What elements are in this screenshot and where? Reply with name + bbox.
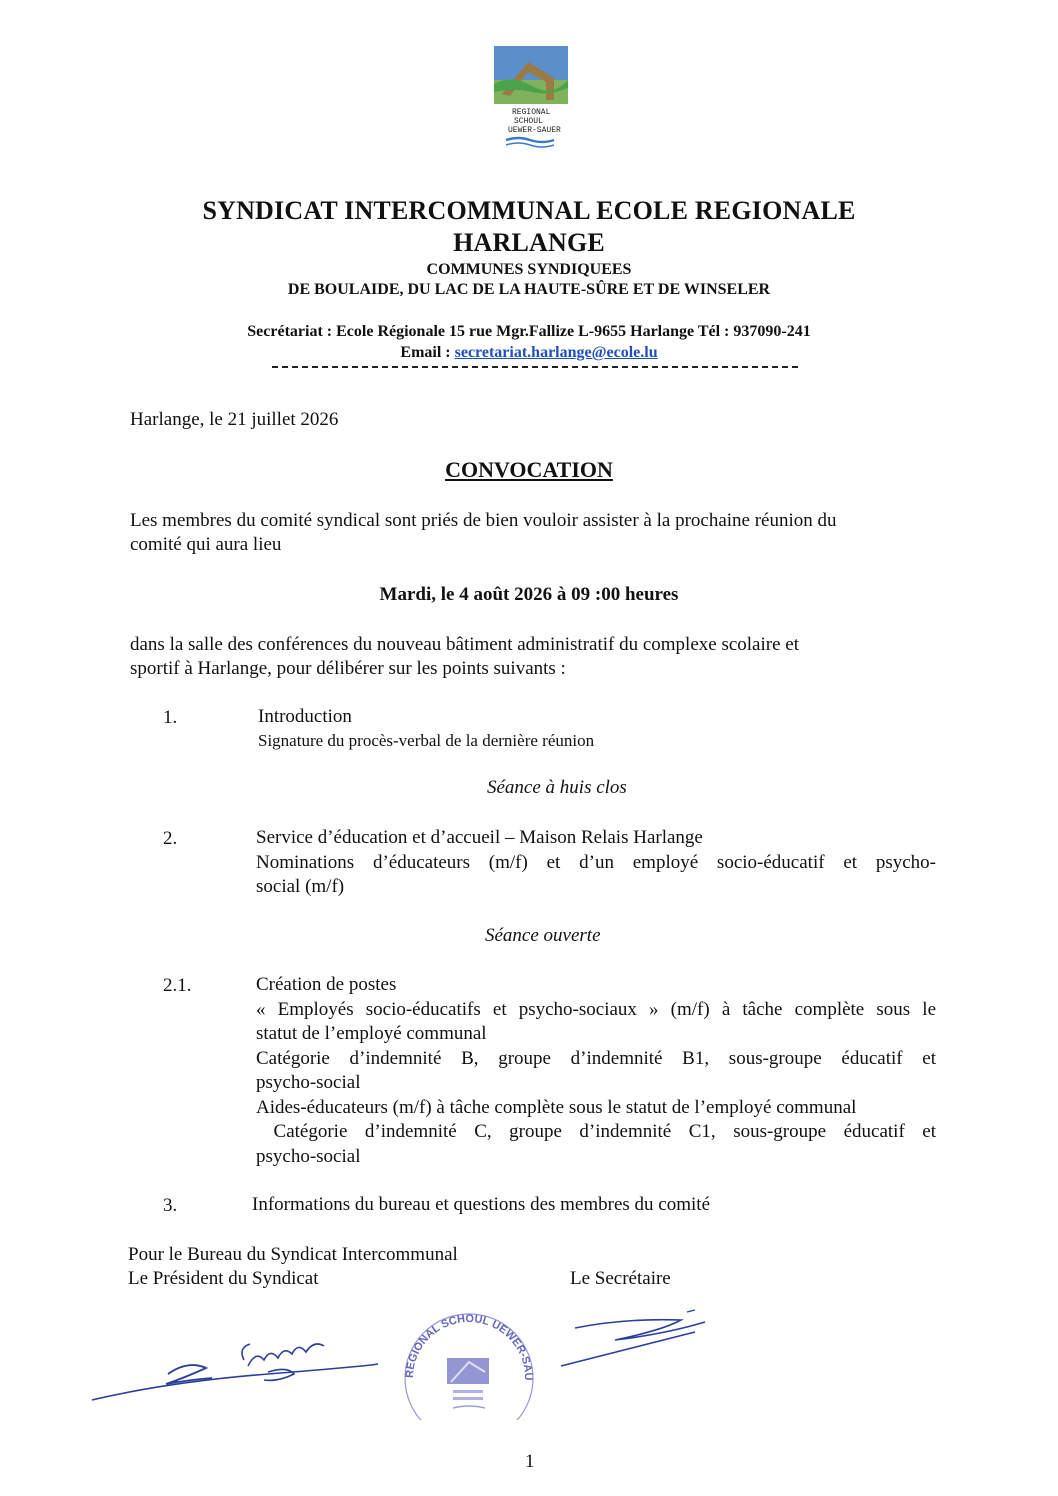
handwritten-signature-icon [88, 1330, 388, 1410]
agenda-number: 2. [163, 828, 178, 849]
location-paragraph [130, 633, 930, 681]
location-line: sportif à Harlange, pour délibérer sur les points suivants : [130, 658, 566, 679]
agenda-item-detail: Catégorie d’indemnité B, groupe d’indemnité B1, sous-groupe éducatif et [256, 1047, 936, 1069]
intro-line: comité qui aura lieu [130, 534, 282, 555]
header-divider [272, 366, 798, 368]
regional-school-logo-icon [492, 44, 572, 154]
agenda-item-block [256, 826, 936, 900]
agenda-item-detail: Catégorie d’indemnité C, groupe d’indemnité C1, sous-groupe éducatif et [256, 1121, 936, 1142]
agenda-number: 2.1. [163, 975, 192, 996]
agenda-item-detail: social (m/f) [256, 876, 345, 897]
communes-heading: COMMUNES SYNDIQUEES [426, 261, 632, 278]
secretariat-address: Secrétariat : Ecole Régionale 15 rue Mgr.Fallize L-9655 Harlange Tél : 937090-241 [247, 323, 811, 340]
agenda-item-detail: Signature du procès-verbal de la dernière réunion [258, 731, 595, 750]
session-closed-label: Séance à huis clos [487, 777, 627, 798]
intro-paragraph [130, 509, 930, 557]
agenda-number: 3. [163, 1195, 178, 1216]
svg-text:REGIONAL: REGIONAL [512, 108, 551, 117]
agenda-item-detail: statut de l’employé communal [256, 1023, 487, 1044]
page-number: 1 [525, 1451, 535, 1472]
agenda-item-detail: psycho-social [256, 1072, 361, 1093]
svg-text:UEWER-SAUER: UEWER-SAUER [508, 126, 561, 135]
bureau-line: Pour le Bureau du Syndicat Intercommunal [128, 1244, 458, 1265]
secretary-signature [555, 1300, 715, 1380]
agenda-item-block [256, 973, 936, 1169]
agenda-item-title: Service d’éducation et d’accueil – Maison Relais Harlange [256, 827, 703, 848]
agenda-item-title: Introduction [258, 706, 352, 727]
email-label: Email : [400, 344, 455, 361]
agenda-number: 1. [163, 707, 178, 728]
svg-text:REGIONAL SCHOUL UEWER-SAUER: REGIONAL SCHOUL UEWER-SAU [403, 1312, 535, 1381]
president-signature [88, 1330, 388, 1410]
handwritten-signature-icon [555, 1300, 715, 1380]
communes-list: DE BOULAIDE, DU LAC DE LA HAUTE-SÛRE ET DE WINSELER [287, 281, 771, 298]
secretary-label: Le Secrétaire [570, 1268, 671, 1289]
organization-title: SYNDICAT INTERCOMMUNAL ECOLE REGIONALE [202, 196, 856, 225]
location-line: dans la salle des conférences du nouveau bâtiment administratif du complexe scolaire et [130, 634, 799, 655]
agenda-item-title: Création de postes [256, 974, 397, 995]
document-title: CONVOCATION [445, 457, 613, 482]
agenda-item-title: Informations du bureau et questions des membres du comité [252, 1194, 711, 1215]
email-line [0, 344, 1058, 362]
official-stamp [395, 1300, 540, 1420]
school-stamp-icon [395, 1300, 540, 1420]
svg-text:SCHOUL: SCHOUL [514, 117, 543, 126]
organization-title-city: HARLANGE [453, 228, 605, 257]
president-label: Le Président du Syndicat [128, 1268, 319, 1289]
session-open-label: Séance ouverte [485, 925, 601, 946]
agenda-item-detail: psycho-social [256, 1145, 361, 1167]
agenda-item-detail: Aides-éducateurs (m/f) à tâche complète sous le statut de l’employé communal [256, 1096, 857, 1118]
meeting-datetime: Mardi, le 4 août 2026 à 09 :00 heures [379, 584, 679, 605]
date-line: Harlange, le 21 juillet 2026 [130, 409, 339, 430]
email-link[interactable]: secretariat.harlange@ecole.lu [454, 344, 658, 361]
agenda-item-detail: « Employés socio-éducatifs et psycho-sociaux » (m/f) à tâche complète sous le [256, 998, 936, 1020]
agenda-item-detail: Nominations d’éducateurs (m/f) et d’un employé socio-éducatif et psycho- [256, 851, 936, 873]
school-logo [492, 44, 572, 154]
intro-line: Les membres du comité syndical sont priés de bien vouloir assister à la prochaine réunion du [130, 510, 837, 531]
